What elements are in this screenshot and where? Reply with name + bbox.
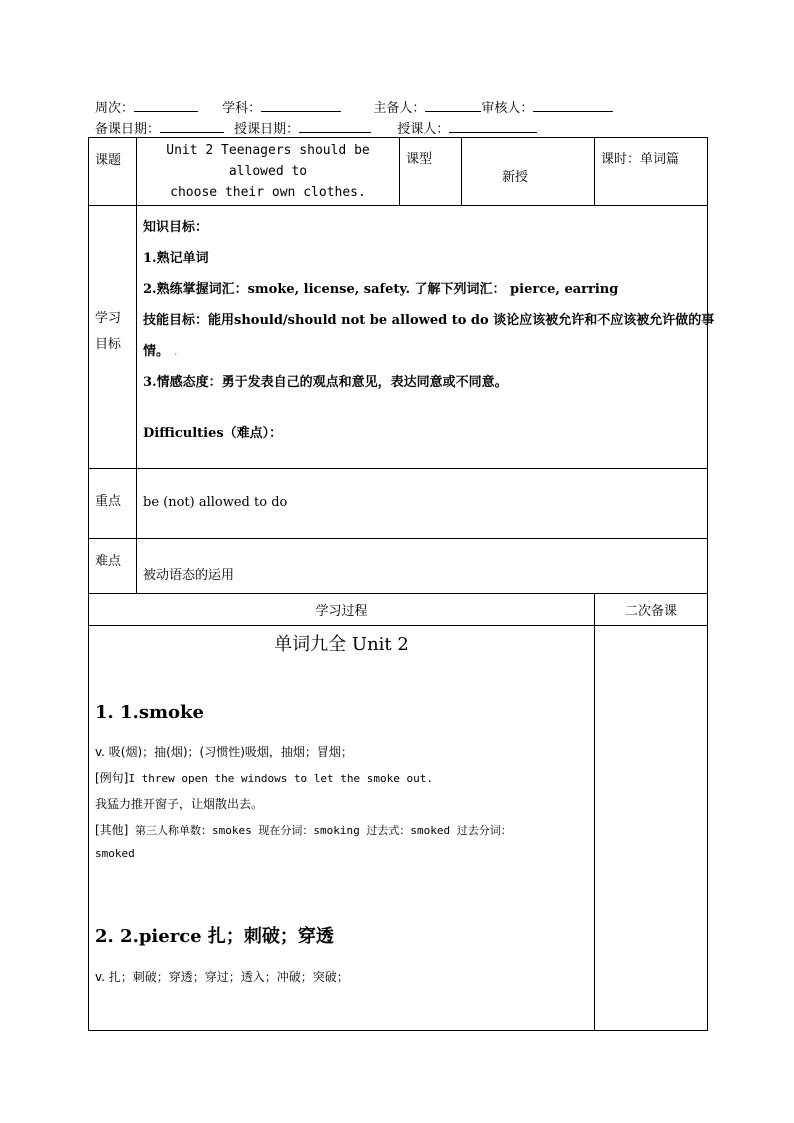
teach-date-blank[interactable] [299,121,371,133]
objectives-row [89,206,708,469]
knowledge-goal: 知识目标： [143,220,209,235]
topic-row [89,138,708,206]
week-blank[interactable] [134,100,198,112]
topic-line-2: choose their own clothes. [170,185,366,200]
other-forms: 第三人称单数：smokes 现在分词：smoking 过去式：smoked 过去分词： [128,824,512,837]
difficulty-label: 难点 [89,539,137,594]
chief-label: 主备人： [373,101,426,116]
topic-line-1: Unit 2 Teenagers should be allowed to [166,143,370,179]
skill-goal-line-1: 技能目标：能用should/should not be allowed to do 谈论应该被允许和不应该被允许做的事 [143,313,715,328]
prep-date-blank[interactable] [160,121,224,133]
reviewer-blank[interactable] [533,100,613,112]
type-value: 新授 [462,138,595,206]
lesson-plan-table [88,137,715,1031]
objective-item-3: 3.情感态度：勇于发表自己的观点和意见，表达同意或不同意。 [143,375,508,390]
skill-goal-line-2: 情。 . [143,344,178,359]
word-1-other-cont: smoked [95,847,135,860]
process-content [89,626,595,1031]
reviewer-label: 审核人： [481,101,534,116]
prep-date-label: 备课日期： [95,122,161,137]
difficulties-heading: Difficulties（难点）： [143,426,283,441]
key-point-label: 重点 [89,469,137,539]
header-row-1 [95,97,613,116]
process-content-row [89,626,708,1031]
key-point-text: be (not) allowed to do [137,469,708,539]
subject-blank[interactable] [261,100,341,112]
word-1-other [95,821,594,838]
week-label: 周次： [95,101,135,116]
objective-item-2: 2.熟练掌握词汇：smoke, license, safety. 了解下列词汇： pierce, earring [143,282,619,297]
vocab-title: 单词九全 Unit 2 [274,634,409,655]
process-header: 学习过程 [89,594,595,626]
key-point-row [89,469,708,539]
header-row-2 [95,118,537,137]
word-1-example-cn: 我猛力推开窗子，让烟散出去。 [95,797,264,811]
objectives-label-line-1: 学习 [95,311,122,326]
subject-label: 学科： [222,101,262,116]
teacher-blank[interactable] [449,121,537,133]
second-prep-cell[interactable] [595,626,708,1031]
word-1-meaning: v. 吸(烟)；抽(烟)；(习惯性)吸烟，抽烟；冒烟； [95,745,353,759]
second-prep-header: 二次备课 [595,594,708,626]
example-tag: [例句] [95,771,129,785]
other-tag: [其他] [95,823,129,837]
topic-label: 课题 [89,138,137,206]
objectives-label-line-2: 目标 [95,337,122,352]
objectives-cell [137,206,715,469]
stray-dot: . [173,344,178,359]
period-cell: 课时：单词篇 [595,138,708,206]
chief-blank[interactable] [425,100,481,112]
topic-cell [137,138,400,206]
word-2-heading: 2. 2.pierce 扎；刺破；穿透 [95,926,334,947]
type-label: 课型 [400,138,462,206]
word-1-heading: 1. 1.smoke [95,702,204,723]
process-header-row [89,594,708,626]
objectives-label [89,206,137,469]
example-en: I threw open the windows to let the smoke out. [128,772,434,785]
word-1-example [95,769,594,786]
difficulty-text: 被动语态的运用 [137,539,708,594]
teacher-label: 授课人： [397,122,450,137]
difficulty-row [89,539,708,594]
teach-date-label: 授课日期： [234,122,300,137]
objective-item-1: 1.熟记单词 [143,251,209,266]
word-2-meaning: v. 扎；刺破；穿透；穿过；透入；冲破；突破； [95,970,349,984]
